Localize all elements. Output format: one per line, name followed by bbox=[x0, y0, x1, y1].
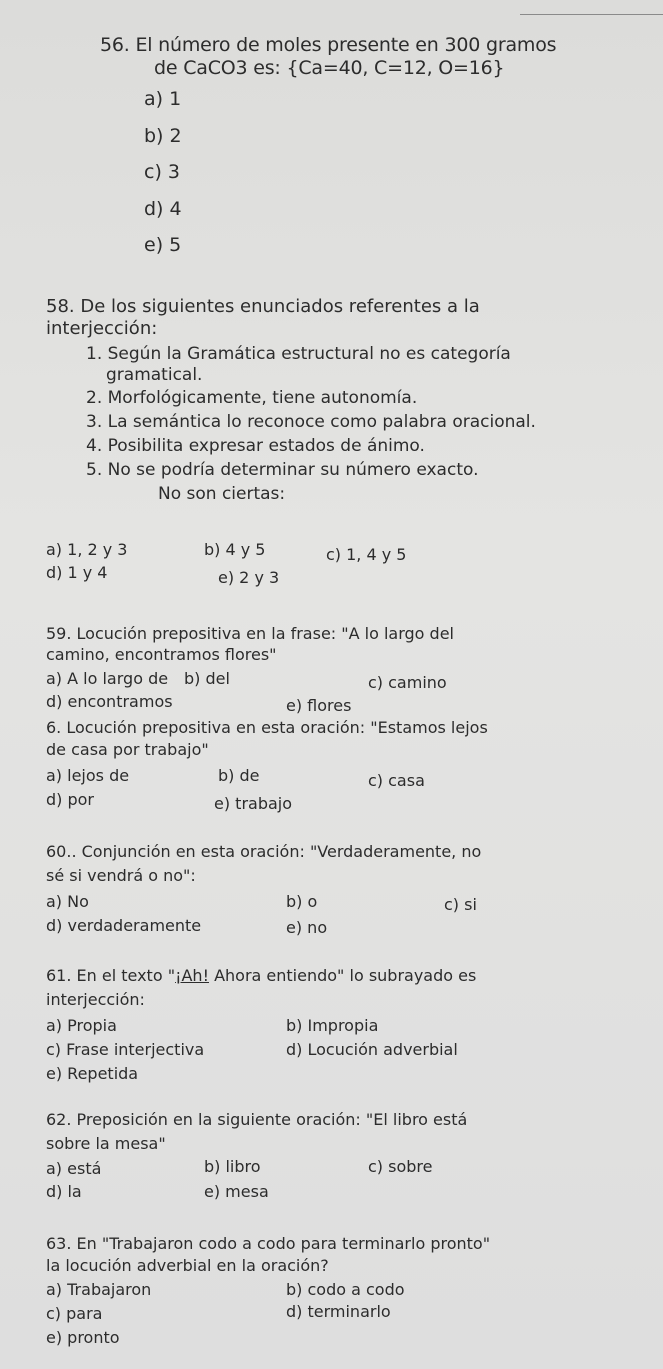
question-61-underlined: ¡Ah! bbox=[175, 966, 209, 985]
question-60-title-line2: sé si vendrá o no": bbox=[46, 866, 196, 885]
q61-option-d[interactable]: d) Locución adverbial bbox=[286, 1040, 458, 1059]
q58-option-a[interactable]: a) 1, 2 y 3 bbox=[46, 540, 128, 559]
option-d[interactable]: d) 4 bbox=[144, 197, 182, 220]
question-61-title-pre: 61. En el texto " bbox=[46, 966, 176, 985]
q63-option-c[interactable]: c) para bbox=[46, 1304, 103, 1323]
statement-3: 3. La semántica lo reconoce como palabra oracional. bbox=[86, 412, 536, 433]
q62-option-d[interactable]: d) la bbox=[46, 1182, 82, 1201]
q60-option-d[interactable]: d) verdaderamente bbox=[46, 916, 202, 935]
q60-option-b[interactable]: b) o bbox=[286, 892, 318, 911]
question-56 bbox=[100, 34, 660, 271]
question-60-title-line1: 60.. Conjunción en esta oración: "Verdaderamente, no bbox=[46, 842, 482, 861]
q60-option-e[interactable]: e) no bbox=[286, 918, 328, 937]
q58-option-e[interactable]: e) 2 y 3 bbox=[218, 568, 280, 587]
statement-5: 5. No se podría determinar su número exacto. bbox=[86, 459, 479, 480]
q59-option-b[interactable]: b) del bbox=[184, 669, 230, 688]
question-62-title-line2: sobre la mesa" bbox=[46, 1134, 166, 1153]
statement-4: 4. Posibilita expresar estados de ánimo. bbox=[86, 435, 425, 456]
option-b[interactable]: b) 2 bbox=[144, 124, 182, 147]
q6-option-b[interactable]: b) de bbox=[218, 766, 260, 785]
q63-option-e[interactable]: e) pronto bbox=[46, 1328, 120, 1347]
question-59-title-line2: camino, encontramos flores" bbox=[46, 645, 277, 664]
statement-1-cont: gramatical. bbox=[106, 364, 203, 385]
statement-1: 1. Según la Gramática estructural no es categoría bbox=[86, 343, 511, 364]
question-56-options bbox=[100, 88, 660, 271]
question-61-title-line2: interjección: bbox=[46, 990, 145, 1009]
q6-option-a[interactable]: a) lejos de bbox=[46, 766, 130, 785]
no-son-ciertas: No son ciertas: bbox=[158, 484, 286, 505]
q63-option-a[interactable]: a) Trabajaron bbox=[46, 1280, 152, 1299]
q63-option-d[interactable]: d) terminarlo bbox=[286, 1302, 391, 1321]
q61-option-c[interactable]: c) Frase interjectiva bbox=[46, 1040, 205, 1059]
q59-option-d[interactable]: d) encontramos bbox=[46, 692, 173, 711]
option-c[interactable]: c) 3 bbox=[144, 161, 180, 184]
question-6-title-line2: de casa por trabajo" bbox=[46, 740, 209, 759]
q62-option-a[interactable]: a) está bbox=[46, 1159, 102, 1178]
option-a[interactable]: a) 1 bbox=[144, 88, 182, 111]
q62-option-b[interactable]: b) libro bbox=[204, 1157, 261, 1176]
question-59-title-line1: 59. Locución prepositiva en la frase: "A lo largo del bbox=[46, 624, 454, 643]
question-58-title-line2: interjección: bbox=[46, 317, 158, 339]
q60-option-c[interactable]: c) si bbox=[444, 895, 477, 914]
q61-option-b[interactable]: b) Impropia bbox=[286, 1016, 379, 1035]
q58-option-d[interactable]: d) 1 y 4 bbox=[46, 563, 108, 582]
question-63-title-line1: 63. En "Trabajaron codo a codo para terminarlo pronto" bbox=[46, 1234, 491, 1253]
q58-option-c[interactable]: c) 1, 4 y 5 bbox=[326, 545, 407, 564]
question-62-title-line1: 62. Preposición en la siguiente oración: "El libro está bbox=[46, 1110, 468, 1129]
q6-option-c[interactable]: c) casa bbox=[368, 771, 425, 790]
question-63-title-line2: la locución adverbial en la oración? bbox=[46, 1256, 329, 1275]
q60-option-a[interactable]: a) No bbox=[46, 892, 89, 911]
top-rule bbox=[520, 14, 663, 15]
q63-option-b[interactable]: b) codo a codo bbox=[286, 1280, 405, 1299]
q62-option-e[interactable]: e) mesa bbox=[204, 1182, 269, 1201]
q61-option-e[interactable]: e) Repetida bbox=[46, 1064, 139, 1083]
statement-2: 2. Morfológicamente, tiene autonomía. bbox=[86, 388, 418, 409]
question-58-title-line1: 58. De los siguientes enunciados referentes a la bbox=[46, 296, 480, 317]
question-61-title-post: Ahora entiendo" lo subrayado es bbox=[208, 966, 477, 985]
q6-option-d[interactable]: d) por bbox=[46, 790, 95, 809]
q58-option-b[interactable]: b) 4 y 5 bbox=[204, 540, 266, 559]
question-56-title-line1: 56. El número de moles presente en 300 gramos bbox=[100, 34, 557, 56]
q59-option-c[interactable]: c) camino bbox=[368, 673, 447, 692]
option-e[interactable]: e) 5 bbox=[144, 234, 182, 257]
question-58 bbox=[46, 296, 656, 505]
question-58-statements bbox=[46, 344, 656, 480]
q61-option-a[interactable]: a) Propia bbox=[46, 1016, 117, 1035]
q59-option-e[interactable]: e) flores bbox=[286, 696, 352, 715]
q6-option-e[interactable]: e) trabajo bbox=[214, 794, 293, 813]
q62-option-c[interactable]: c) sobre bbox=[368, 1157, 433, 1176]
question-56-title-line2: de CaCO3 es: {Ca=40, C=12, O=16} bbox=[154, 57, 505, 80]
question-6-title-line1: 6. Locución prepositiva en esta oración: "Estamos lejos bbox=[46, 718, 488, 737]
q59-option-a[interactable]: a) A lo largo de bbox=[46, 669, 169, 688]
question-61-title-line1 bbox=[46, 966, 476, 985]
